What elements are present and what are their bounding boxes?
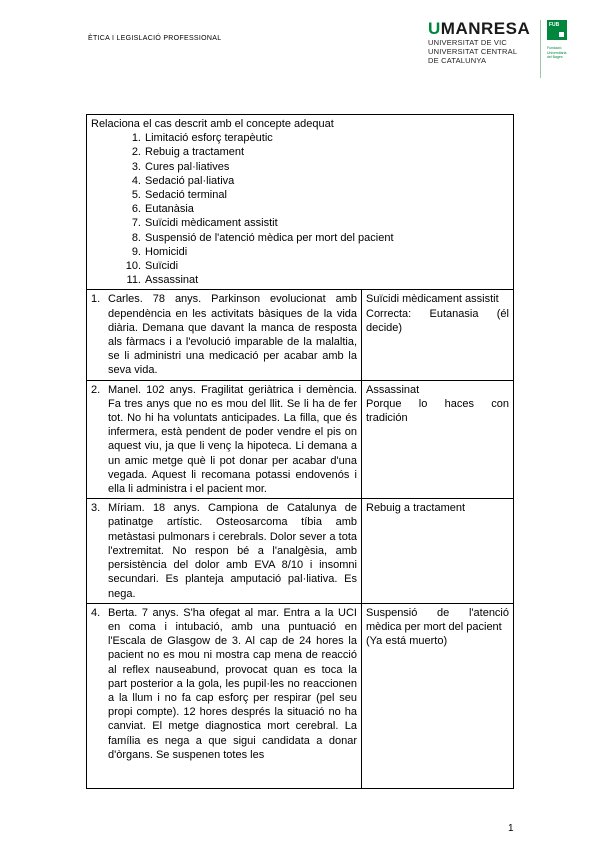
concept-number: 2.	[131, 146, 141, 159]
concept-label: Sedació terminal	[145, 189, 227, 202]
case-row	[87, 499, 514, 603]
concept-label: Suspensió de l'atenció mèdica per mort del pacient	[145, 231, 394, 244]
instruction: Relaciona el cas descrit amb el concepte adequat	[91, 118, 334, 130]
concept-item	[91, 245, 509, 259]
concept-item	[91, 188, 509, 202]
concept-label: Assassinat	[145, 274, 199, 287]
concept-item	[91, 160, 509, 174]
case-text: Manel. 102 anys. Fragilitat geriàtrica i demència. Fa tres anys que no es mou del llit. Se li ha de fer tot. No hi ha voluntats anticipades. La filla, que és infermera, està pendent de poder vendre el pis on aquest viu, ja que li venç la hipoteca. Li demana a un amic metge què li pot donar per acabar d'una vegada. Aquest li recomana potassi endovenós i ella li administra i el pacient mor.	[108, 383, 357, 496]
concept-number: 10.	[125, 260, 141, 273]
answer-cell	[362, 499, 514, 603]
fub-label: FUB	[549, 22, 560, 28]
answer-line: Rebuig a tractament	[366, 502, 466, 515]
concept-number: 9.	[131, 245, 141, 258]
concepts-row	[87, 115, 514, 290]
logo-u: U	[428, 19, 441, 38]
logo-manresa: MANRESA	[440, 19, 531, 38]
concept-number: 5.	[131, 189, 141, 202]
case-cell	[87, 380, 362, 499]
concept-label: Rebuig a tractament	[145, 146, 245, 159]
fub-mark	[547, 20, 567, 40]
logo-line: DE CATALUNYA	[428, 56, 487, 65]
case-row	[87, 380, 514, 499]
concept-item	[91, 273, 509, 287]
answer-line: Suïcidi mèdicament assistit	[366, 293, 499, 306]
fub-line: Universitària	[547, 50, 567, 55]
fub-line: Fundació	[547, 46, 562, 50]
concept-item	[91, 259, 509, 273]
page-number: 1	[508, 823, 514, 834]
concept-label: Sedació pal·liativa	[145, 174, 235, 187]
umanresa-logo	[428, 20, 530, 65]
answer-line: (Ya está muerto)	[366, 635, 448, 648]
concept-label: Eutanàsia	[145, 203, 194, 216]
concept-label: Suïcidi	[145, 260, 179, 273]
answer-cell	[362, 603, 514, 788]
concepts-cell	[87, 115, 514, 290]
concept-item	[91, 174, 509, 188]
concept-label: Cures pal·liatives	[145, 160, 230, 173]
fub-square-icon	[559, 32, 564, 37]
case-text: Berta. 7 anys. S'ha ofegat al mar. Entra a la UCI en coma i intubació, amb una puntuació en l'Escala de Glasgow de 3. Al cap de 24 hores la pacient no es mou ni mostra cap mena de reacció al reflex nauseabund, provocat quan es toca la part posterior a la gola, les pupil·les no reaccionen a la llum i no fa cap esforç per respirar (pel seu propi compte). 12 hores després la situació no ha canviat. El metge diagnostica mort cerebral. La família es nega a que sigui candidata a donar d'òrgans. Se suspenen totes les	[108, 606, 357, 761]
logo-line: UNIVERSITAT DE VIC	[428, 38, 508, 47]
answer-line: Correcta: Eutanasia (él decide)	[366, 307, 509, 334]
course-title: ÈTICA I LEGISLACIÓ PROFESSIONAL	[88, 35, 222, 42]
fub-logo	[540, 20, 583, 78]
logo-name	[428, 20, 530, 38]
case-text-wrap: 4. Berta. 7 anys. S'ha ofegat al mar. Entra a la UCI en coma i intubació, amb una puntuació en l'Escala de Glasgow de 3. Al cap de 24 hores la pacient no es mou ni mostra cap mena de reacció al reflex nauseabund, provocat quan es toca la part posterior a la gola, les pupil·les no reaccionen a la llum i no fa cap esforç per respirar (pel seu propi compte). 12 hores després la situació no ha canviat. El metge diagnostica mort cerebral. La família es nega a que sigui candidata a donar d'òrgans. Se suspenen totes les	[91, 606, 357, 761]
case-row	[87, 290, 514, 380]
concept-item	[91, 145, 509, 159]
answer-cell	[362, 380, 514, 499]
concept-number: 7.	[131, 217, 141, 230]
concept-number: 8.	[131, 231, 141, 244]
concept-item	[91, 231, 509, 245]
concept-number: 3.	[131, 160, 141, 173]
concept-number: 6.	[131, 203, 141, 216]
fub-caption	[547, 46, 583, 60]
exercise-table	[86, 114, 514, 789]
answer-line: Suspensió de l'atenció mèdica per mort del pacient	[366, 606, 509, 633]
concept-label: Homicidi	[145, 245, 188, 258]
case-number: 3.	[91, 502, 101, 515]
concept-label: Suïcidi mèdicament assistit	[145, 217, 278, 230]
concept-number: 4.	[131, 174, 141, 187]
case-cell	[87, 499, 362, 603]
fub-line: del Bages	[547, 55, 563, 59]
answer-cell	[362, 290, 514, 380]
concept-item	[91, 202, 509, 216]
case-text: Carles. 78 anys. Parkinson evolucionat amb dependència en les activitats bàsiques de la vida diària. Demana que davant la manca de resposta als fàrmacs i a l'evolució imparable de la malaltia, se li administri una medicació per acabar amb la seva vida.	[108, 293, 357, 377]
concept-list	[91, 131, 509, 287]
case-number: 1.	[91, 293, 101, 306]
concept-item	[91, 216, 509, 230]
concept-number: 11.	[126, 274, 141, 287]
logo-line: UNIVERSITAT CENTRAL	[428, 47, 518, 56]
concept-item	[91, 131, 509, 145]
case-row	[87, 603, 514, 788]
case-number: 2.	[91, 383, 101, 396]
concept-label: Limitació esforç terapèutic	[145, 132, 273, 145]
case-cell	[87, 290, 362, 380]
answer-line: Porque lo haces con tradición	[366, 397, 509, 425]
concept-number: 1.	[131, 132, 141, 145]
page-header	[0, 0, 600, 90]
case-cell	[87, 603, 362, 788]
answer-line: Assassinat	[366, 383, 420, 396]
case-text: Míriam. 18 anys. Campiona de Catalunya de patinatge artístic. Osteosarcoma tíbia amb metàstasi pulmonars i cerebrals. Dolor sever a tota l'extremitat. No respon bé a l'analgèsia, amb persistència del dolor amb EVA 8/10 i insomni secundari. Es planteja amputació pal·liativa. Es nega.	[108, 502, 357, 600]
